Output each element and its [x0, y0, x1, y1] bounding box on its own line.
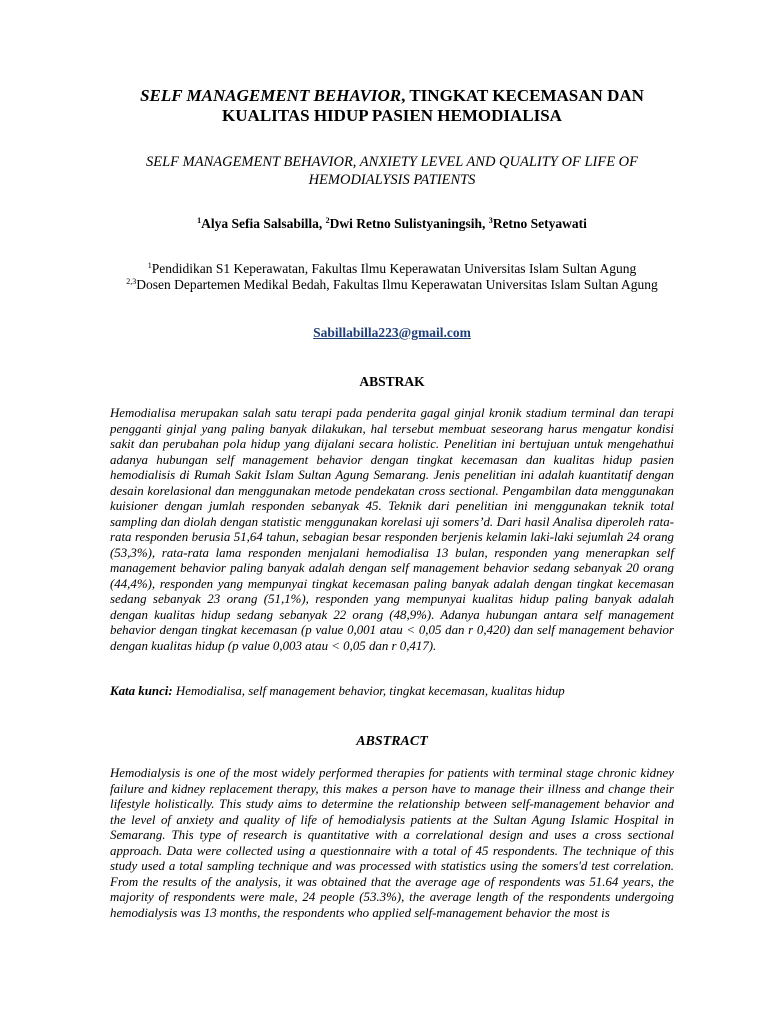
author-3-name: Retno Setyawati — [492, 216, 587, 231]
keywords — [110, 684, 674, 700]
author-3-sup: 3 — [488, 216, 493, 225]
affiliation-1 — [60, 261, 724, 277]
author-2-name: Dwi Retno Sulistyaningsih, — [329, 216, 489, 231]
email-link[interactable]: Sabillabilla223@gmail.com — [313, 325, 471, 340]
affiliation-list — [60, 261, 724, 293]
author-1-name: Alya Sefia Salsabilla, — [201, 216, 326, 231]
affiliation-2 — [60, 277, 724, 293]
paper-title-italic: SELF MANAGEMENT BEHAVIOR — [140, 86, 402, 105]
paper-title-rest: , TINGKAT KECEMASAN DAN KUALITAS HIDUP PASIEN HEMODIALISA — [222, 86, 644, 125]
affiliation-2-text: Dosen Departemen Medikal Bedah, Fakultas Ilmu Keperawatan Universitas Islam Sultan Agung — [136, 277, 658, 292]
affiliation-1-sup: 1 — [147, 261, 152, 270]
paper-title — [110, 86, 674, 126]
abstract-text: Hemodialysis is one of the most widely performed therapies for patients with terminal stage chronic kidney failure and kidney replacement therapy, this makes a person have to manage their illness and change their lifestyle holistically. This study aims to determine the relationship between self-management behavior and the level of anxiety and quality of life of hemodialysis patients at the Sultan Agung Islamic Hospital in Semarang. This type of research is quantitative with a correlational design and uses a cross sectional approach. Data were collected using a questionnaire with a total of 45 respondents. The technique of this study used a total sampling technique and was processed with statistics using the somers'd test correlation. From the results of the analysis, it was obtained that the average age of respondents was 51.64 years, the majority of respondents were male, 24 people (53.3%), the average length of the respondents undergoing hemodialysis was 13 months, the respondents who applied self-management behavior the most is — [110, 766, 674, 920]
keywords-label: Kata kunci: — [110, 684, 173, 698]
affiliation-1-text: Pendidikan S1 Keperawatan, Fakultas Ilmu Keperawatan Universitas Islam Sultan Agung — [151, 261, 637, 276]
abstrak-heading: ABSTRAK — [359, 374, 425, 389]
paper-subtitle: SELF MANAGEMENT BEHAVIOR, ANXIETY LEVEL AND QUALITY OF LIFE OF HEMODIALYSIS PATIENTS — [145, 154, 639, 188]
author-2-sup: 2 — [325, 216, 330, 225]
abstrak-text: Hemodialisa merupakan salah satu terapi pada penderita gagal ginjal kronik stadium terminal dan terapi pengganti ginjal yang paling banyak dilakukan, hal tersebut membuat seseorang harus mengatur kondisi sakit dan perubahan pola hidup yang dijalani secara holistic. Penelitian ini bertujuan untuk mengehathui adanya hubungan self management behavior dengan tingkat kecemasan dan kualitas hidup pasien hemodialisis di Rumah Sakit Islam Sultan Agung Semarang. Jenis penelitian ini adalah kuantitatif dengan desain korelasional dan menggunakan metode pendekatan cross sectional. Pengambilan data menggunakan kuisioner dengan jumlah responden sebanyak 45. Teknik dari penelitian ini menggunakan teknik total sampling dan diolah dengan statistic menggunakan korelasi uji somers’d. Dari hasil Analisa diperoleh rata-rata responden berusia 51,64 tahun, sebagian besar responden berjenis kelamin laki-laki sejumlah 24 orang (53,3%), rata-rata lama responden menjalani hemodialisa 13 bulan, responden yang menerapkan self management behavior paling banyak adalah dengan self management behavior sedang sebanyak 20 orang (44,4%), responden yang mempunyai tingkat kecemasan paling banyak adalah dengan tingkat kecemasan sedang sebanyak 23 orang (51,1%), responden yang mempunyai kualitas hidup paling banyak adalah dengan kualitas hidup sedang sebanyak 22 orang (48,9%). Adanya hubungan antara self management behavior dengan tingkat kecemasan (p value 0,001 atau < 0,05 dan r 0,420) dan self management behavior dengan kualitas hidup (p value 0,003 atau < 0,05 dan r 0,417). — [110, 406, 674, 653]
abstract-heading: ABSTRACT — [356, 734, 428, 749]
author-1-sup: 1 — [197, 216, 202, 225]
author-list — [110, 215, 674, 233]
affiliation-2-sup: 2,3 — [126, 277, 137, 286]
keywords-text: Hemodialisa, self management behavior, tingkat kecemasan, kualitas hidup — [172, 684, 565, 698]
